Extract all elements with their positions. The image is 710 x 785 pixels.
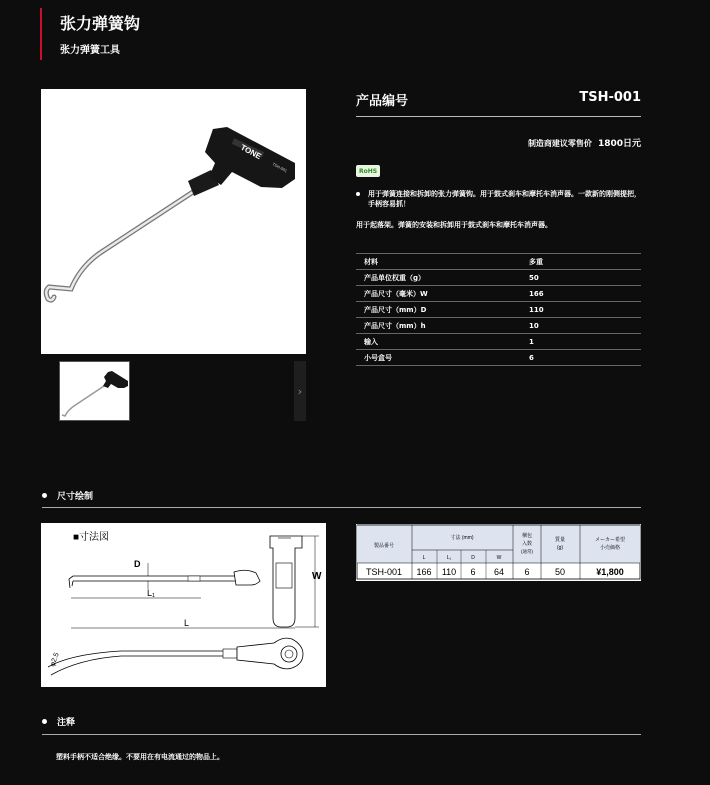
title-accent-bar: [40, 8, 42, 60]
td-d: 6: [470, 567, 476, 577]
spec-value: 110: [521, 302, 641, 318]
model-mark: TSH-001: [271, 161, 289, 174]
th-price-2: 小売価格: [599, 545, 621, 551]
page-subtitle: 张力弹簧工具: [60, 45, 120, 56]
section-heading-notes: 注释: [42, 715, 75, 728]
spec-value: 多重: [521, 254, 641, 270]
td-price: ¥1,800: [596, 567, 624, 577]
spec-value: 10: [521, 318, 641, 334]
spec-value: 166: [521, 286, 641, 302]
divider: [356, 116, 641, 117]
dim-label-l1: L₁: [147, 588, 156, 598]
spec-value: 1: [521, 334, 641, 350]
description-text: 用于起落架。弹簧的安装和拆卸用于鼓式刹车和摩托车消声器。: [356, 221, 552, 229]
dim-label-l: L: [184, 618, 190, 628]
th-qty-3: (通常): [521, 549, 533, 554]
table-row: [356, 318, 641, 334]
section-heading-dimensions: 尺寸绘制: [42, 489, 93, 502]
table-row: [356, 254, 641, 270]
thumbnail-image[interactable]: [59, 361, 130, 421]
td-w: 64: [493, 567, 505, 577]
th-l: L: [422, 555, 426, 561]
table-row: [356, 350, 641, 366]
th-w: W: [496, 555, 502, 561]
page-title: 张力弹簧钩: [60, 14, 141, 33]
dimension-drawing-svg: [41, 523, 326, 687]
brand-mark: TONE: [239, 142, 263, 162]
feature-text: 用于弹簧连接和拆卸的张力弹簧钩。用于鼓式刹车和摩托车消声器。一款新的刚侧提把，手柄容易抓！: [356, 189, 641, 209]
table-row: [356, 302, 641, 318]
th-weight-1: 質量: [554, 537, 566, 543]
price-value: 1800日元: [597, 139, 641, 149]
td-weight: 50: [554, 567, 566, 577]
tension-spring-hook-illustration: [41, 89, 306, 354]
product-main-image[interactable]: [41, 89, 306, 354]
dimension-drawing[interactable]: [41, 523, 326, 687]
gallery-next-button[interactable]: ›: [294, 361, 306, 421]
dimension-table: [356, 524, 641, 581]
th-dims: 寸法 (mm): [450, 535, 474, 541]
drawing-heading: ■寸法図: [73, 532, 110, 543]
td-l1: 110: [441, 567, 457, 577]
dim-label-d: D: [134, 559, 141, 569]
table-row: [356, 270, 641, 286]
th-price-1: メーカー希望: [595, 537, 625, 543]
note-text: 塑料手柄不适合绝缘。不要用在有电流通过的物品上。: [56, 753, 224, 761]
spec-value: 6: [521, 350, 641, 366]
td-qty: 6: [524, 567, 530, 577]
spec-table: [356, 253, 641, 366]
spec-value: 50: [521, 270, 641, 286]
price-row: [356, 136, 641, 149]
section-divider: [42, 734, 641, 735]
spec-label: 小号盒号: [356, 350, 521, 366]
table-row: [356, 334, 641, 350]
spec-label: 材料: [356, 254, 521, 270]
product-code: TSH-001: [579, 90, 641, 105]
dimension-table-svg: [356, 524, 641, 581]
td-l: 166: [416, 567, 432, 577]
spec-label: 产品尺寸（毫米）W: [356, 286, 521, 302]
th-weight-2: (g): [556, 545, 564, 551]
table-row: [356, 286, 641, 302]
product-code-row: [356, 90, 641, 109]
rohs-badge: RoHS: [356, 165, 380, 177]
product-code-label: 产品编号: [356, 94, 409, 109]
spec-label: 产品尺寸（mm）D: [356, 302, 521, 318]
th-part-no: 製品番号: [373, 543, 395, 549]
tension-spring-hook-thumbnail: [60, 362, 129, 420]
td-part-no: TSH-001: [365, 567, 403, 577]
price-label: 制造商建议零售价: [527, 139, 592, 148]
dim-label-w: W: [312, 571, 322, 582]
th-qty-1: 梱包: [521, 533, 533, 539]
th-l1: L₁: [446, 555, 452, 561]
section-divider: [42, 507, 641, 508]
spec-label: 产品尺寸（mm）h: [356, 318, 521, 334]
th-d: D: [471, 555, 475, 561]
th-qty-2: 入数: [521, 541, 533, 547]
dim-label-phi: φ2.5: [49, 651, 61, 668]
spec-label: 产品单位权重（g）: [356, 270, 521, 286]
spec-label: 输入: [356, 334, 521, 350]
